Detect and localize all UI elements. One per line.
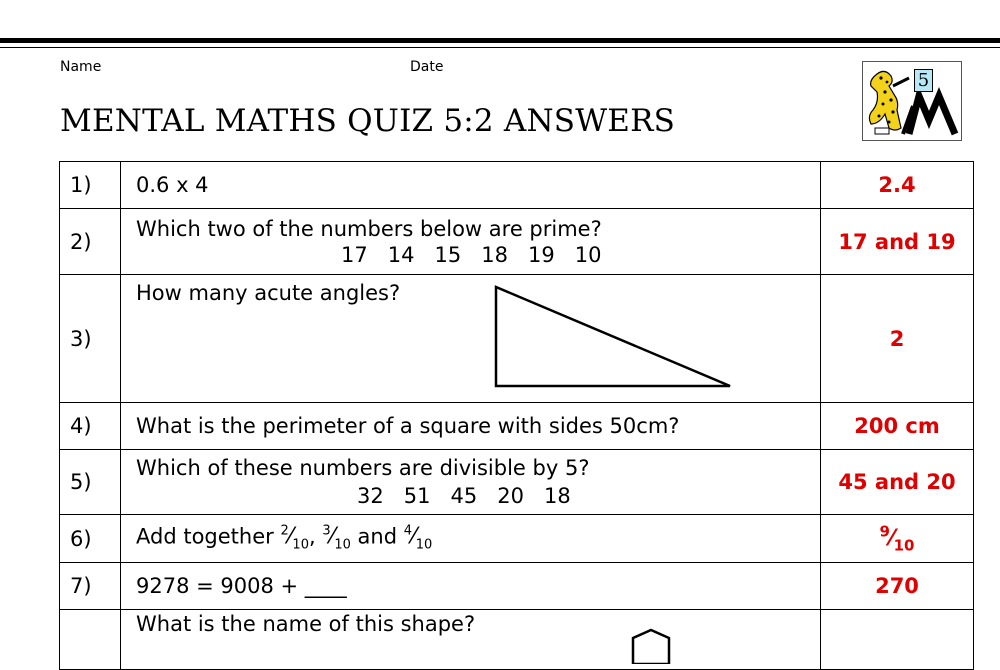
question-number: 7) bbox=[60, 563, 121, 610]
number-list: 17 14 15 18 19 10 bbox=[341, 242, 602, 267]
answer-text: 17 and 19 bbox=[821, 209, 974, 275]
hexagon-figure bbox=[621, 624, 701, 664]
triangle-figure bbox=[493, 281, 753, 391]
table-row bbox=[60, 450, 974, 515]
question-text: Which of these numbers are divisible by 5? bbox=[136, 456, 590, 480]
date-label: Date bbox=[410, 59, 444, 75]
question-text: 9278 = 9008 + ____ bbox=[121, 563, 821, 610]
fraction: $^3⁄_{10}$ bbox=[322, 524, 351, 553]
table-row bbox=[60, 162, 974, 209]
question-text: How many acute angles? bbox=[136, 281, 401, 305]
leopard-logo-icon bbox=[863, 62, 963, 142]
answer-fraction: $^9⁄_{10}$ bbox=[879, 522, 915, 555]
question-cell bbox=[121, 209, 821, 275]
question-number: 4) bbox=[60, 403, 121, 450]
question-text: What is the perimeter of a square with sides 50cm? bbox=[121, 403, 821, 450]
question-cell bbox=[121, 610, 821, 670]
table-row bbox=[60, 275, 974, 403]
header-thick-rule bbox=[0, 38, 1000, 43]
page-title: MENTAL MATHS QUIZ 5:2 ANSWERS bbox=[60, 103, 676, 139]
table-row bbox=[60, 515, 974, 563]
answer-text bbox=[821, 610, 974, 670]
question-cell bbox=[121, 275, 821, 403]
answer-text: 45 and 20 bbox=[821, 450, 974, 515]
question-cell bbox=[121, 515, 821, 563]
header-thin-rule bbox=[0, 47, 1000, 48]
answer-text: 2.4 bbox=[821, 162, 974, 209]
question-cell bbox=[121, 450, 821, 515]
number-list: 32 51 45 20 18 bbox=[357, 484, 571, 508]
question-text: Which two of the numbers below are prime? bbox=[136, 216, 602, 241]
question-number: 5) bbox=[60, 450, 121, 515]
question-number: 3) bbox=[60, 275, 121, 403]
quiz-table bbox=[59, 161, 974, 670]
table-row bbox=[60, 563, 974, 610]
name-label: Name bbox=[60, 59, 102, 75]
table-row bbox=[60, 610, 974, 670]
logo-box bbox=[862, 61, 962, 141]
question-text: 0.6 x 4 bbox=[121, 162, 821, 209]
question-number bbox=[60, 610, 121, 670]
table-row bbox=[60, 403, 974, 450]
question-number: 2) bbox=[60, 209, 121, 275]
question-text: Add together bbox=[136, 524, 274, 549]
answer-text: 2 bbox=[821, 275, 974, 403]
table-row bbox=[60, 209, 974, 275]
question-number: 6) bbox=[60, 515, 121, 563]
question-text: What is the name of this shape? bbox=[136, 612, 476, 636]
separator: , bbox=[308, 524, 316, 549]
separator: and bbox=[357, 524, 398, 549]
fraction: $^2⁄_{10}$ bbox=[280, 524, 309, 553]
answer-cell bbox=[821, 515, 974, 563]
answer-text: 270 bbox=[821, 563, 974, 610]
answer-text: 200 cm bbox=[821, 403, 974, 450]
question-number: 1) bbox=[60, 162, 121, 209]
fraction: $^4⁄_{10}$ bbox=[403, 524, 433, 553]
logo-number-badge: 5 bbox=[914, 69, 933, 92]
